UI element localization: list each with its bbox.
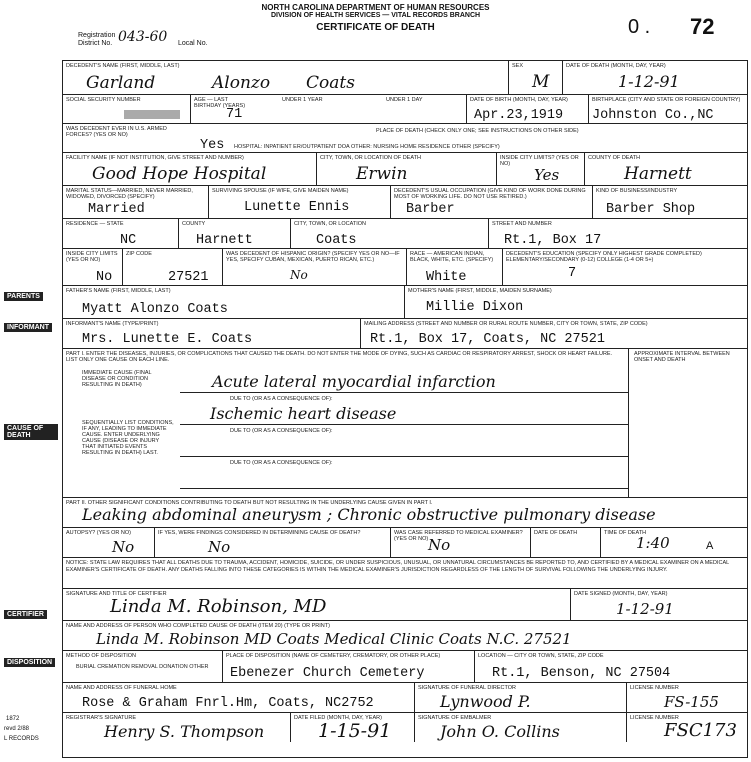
certifier-side-label: CERTIFIER <box>4 610 47 619</box>
records-label: L RECORDS <box>4 736 39 742</box>
ssn-redacted <box>124 110 180 119</box>
division: DIVISION OF HEALTH SERVICES — VITAL RECORDS BRANCH <box>270 12 481 19</box>
cert-number: 72 <box>690 14 715 39</box>
place-death-label: PLACE OF DEATH (CHECK ONLY ONE; SEE INSTRUCTIONS ON OTHER SIDE) <box>376 128 579 134</box>
res-state-label: RESIDENCE — STATE <box>66 221 124 227</box>
sex-label: SEX <box>512 63 524 69</box>
last-name: Coats <box>306 73 355 93</box>
under-day-label: UNDER 1 DAY <box>386 97 423 103</box>
sex-value: M <box>532 72 550 92</box>
district-label: District No. <box>78 40 113 47</box>
registration-label: Registration <box>78 32 116 39</box>
part1-label: PART I. ENTER THE DISEASES, INJURIES, OR COMPLICATIONS THAT CAUSED THE DEATH. DO NOT ENTER THE MODE OF DYING, SUCH AS CARDIAC OR RESPIRATORY ARREST, SHOCK OR HEART FAILURE. LIST ONLY ONE CAUSE ON EACH LINE. <box>66 351 613 363</box>
license2-value: FSC173 <box>664 720 737 741</box>
middle-name: Alonzo <box>212 73 271 93</box>
occupation-value: Barber <box>406 202 455 217</box>
ssn-label: SOCIAL SECURITY NUMBER <box>66 97 141 103</box>
name-label: DECEDENT'S NAME (FIRST, MIDDLE, LAST) <box>66 63 180 69</box>
inside-city2-value: No <box>96 270 113 285</box>
mailing-value: Rt.1, Box 17, Coats, NC 27521 <box>370 332 605 347</box>
informant-side-label: INFORMANT <box>4 323 52 332</box>
father-value: Myatt Alonzo Coats <box>82 302 228 317</box>
time-suffix: A <box>706 540 714 552</box>
license-label: LICENSE NUMBER <box>630 685 679 691</box>
marital-value: Married <box>88 202 145 217</box>
inside-city2-label: INSIDE CITY LIMITS (YES OR NO) <box>66 251 118 263</box>
examiner-value: No <box>428 536 451 554</box>
first-name: Garland <box>86 73 156 93</box>
method-options: BURIAL CREMATION REMOVAL DONATION OTHER <box>76 664 209 670</box>
method-label: METHOD OF DISPOSITION <box>66 653 136 659</box>
date-filed-value: 1-15-91 <box>318 720 392 742</box>
part2-value: Leaking abdominal aneurysm ; Chronic obstructive pulmonary disease <box>82 505 656 524</box>
street-label: STREET AND NUMBER <box>492 221 552 227</box>
birthplace-label: BIRTHPLACE (CITY AND STATE OR FOREIGN COUNTRY) <box>592 97 741 103</box>
date-signed-value: 1-12-91 <box>616 600 674 618</box>
date-death2-label: DATE OF DEATH <box>534 530 578 536</box>
father-label: FATHER'S NAME (FIRST, MIDDLE, LAST) <box>66 288 171 294</box>
hospital-options: HOSPITAL: INPATIENT ER/OUTPATIENT DOA OTHER: NURSING HOME RESIDENCE OTHER (SPECIFY) <box>234 144 500 150</box>
location-value: Rt.1, Benson, NC 27504 <box>492 666 671 681</box>
street-value: Rt.1, Box 17 <box>504 233 602 248</box>
dod-value: 1-12-91 <box>618 72 680 91</box>
local-no-label: Local No. <box>178 40 208 47</box>
zip-label: ZIP CODE <box>126 251 152 257</box>
certifier-signature: Linda M. Robinson, MD <box>110 596 327 617</box>
department: NORTH CAROLINA DEPARTMENT OF HUMAN RESOURCES <box>261 3 490 12</box>
education-value: 7 <box>568 266 577 281</box>
autopsy-label: AUTOPSY? (YES OR NO) <box>66 530 131 536</box>
cause-b-value: Ischemic heart disease <box>210 404 397 423</box>
time-death-value: 1:40 <box>636 534 670 552</box>
registrar-signature: Henry S. Thompson <box>104 722 265 741</box>
race-label: RACE — AMERICAN INDIAN, BLACK, WHITE, ETC. (SPECIFY) <box>410 251 494 263</box>
location-label: LOCATION — CITY OR TOWN, STATE, ZIP CODE <box>478 653 604 659</box>
director-sig-label: SIGNATURE OF FUNERAL DIRECTOR <box>418 685 516 691</box>
dob-value: Apr.23,1919 <box>474 108 564 123</box>
sequential-label: SEQUENTIALLY LIST CONDITIONS, IF ANY, LEADING TO IMMEDIATE CAUSE. ENTER UNDERLYING CAUSE (DISEASE OR INJURY THAT INITIATED EVENTS RESULTING IN DEATH) LAST. <box>82 420 174 456</box>
res-county-value: Harnett <box>196 233 253 248</box>
county-death-label: COUNTY OF DEATH <box>588 155 641 161</box>
findings-label: IF YES, WERE FINDINGS CONSIDERED IN DETERMINING CAUSE OF DEATH? <box>158 530 361 536</box>
form-number: 1872 <box>6 716 20 722</box>
registrar-label: REGISTRAR'S SIGNATURE <box>66 715 137 721</box>
inside-city-label: INSIDE CITY LIMITS? (YES OR NO) <box>500 155 579 167</box>
cause-side-label: CAUSE OF DEATH <box>4 424 58 440</box>
revised-label: revd 2/88 <box>4 726 30 732</box>
due-to-b-label: DUE TO (OR AS A CONSEQUENCE OF): <box>230 428 333 434</box>
due-to-a-label: DUE TO (OR AS A CONSEQUENCE OF): <box>230 396 333 402</box>
spouse-value: Lunette Ennis <box>244 200 350 215</box>
license-value: FS-155 <box>664 693 719 711</box>
age-label: AGE — LAST BIRTHDAY (YEARS) <box>194 97 246 109</box>
age-value: 71 <box>226 107 243 122</box>
interval-label: APPROXIMATE INTERVAL BETWEEN ONSET AND DEATH <box>634 351 730 363</box>
mother-value: Millie Dixon <box>426 300 524 315</box>
facility-value: Good Hope Hospital <box>92 164 267 184</box>
res-state-value: NC <box>120 233 137 248</box>
director-signature: Lynwood P. <box>440 692 531 711</box>
disp-place-value: Ebenezer Church Cemetery <box>230 666 425 681</box>
city-death-value: Erwin <box>356 164 408 184</box>
due-to-c-label: DUE TO (OR AS A CONSEQUENCE OF): <box>230 460 333 466</box>
business-value: Barber Shop <box>606 202 696 217</box>
mother-label: MOTHER'S NAME (FIRST, MIDDLE, MAIDEN SURNAME) <box>408 288 552 294</box>
certificate-title: CERTIFICATE OF DEATH <box>316 22 435 33</box>
spouse-label: SURVIVING SPOUSE (IF WIFE, GIVE MAIDEN NAME) <box>212 188 349 194</box>
marital-label: MARITAL STATUS—MARRIED, NEVER MARRIED, WIDOWED, DIVORCED (SPECIFY) <box>66 188 193 200</box>
license2-label: LICENSE NUMBER <box>630 715 679 721</box>
birthplace-value: Johnston Co.,NC <box>592 108 714 123</box>
time-death-label: TIME OF DEATH <box>604 530 647 536</box>
disposition-side-label: DISPOSITION <box>4 658 55 667</box>
informant-label: INFORMANT'S NAME (TYPE/PRINT) <box>66 321 159 327</box>
hispanic-label: WAS DECEDENT OF HISPANIC ORIGIN? (SPECIFY YES OR NO—IF YES, SPECIFY CUBAN, MEXICAN, PUERTO RICAN, ETC.) <box>226 251 400 263</box>
county-death-value: Harnett <box>624 164 692 184</box>
examiner-label: WAS CASE REFERRED TO MEDICAL EXAMINER? (YES OR NO) <box>394 530 523 542</box>
inside-city-value: Yes <box>534 166 560 184</box>
race-value: White <box>426 270 467 285</box>
armed-label: WAS DECEDENT EVER IN U.S. ARMED FORCES? (YES OR NO) <box>66 126 167 138</box>
city-death-label: CITY, TOWN, OR LOCATION OF DEATH <box>320 155 421 161</box>
parents-side-label: PARENTS <box>4 292 43 301</box>
zip-value: 27521 <box>168 270 209 285</box>
funeral-value: Rose & Graham Fnrl.Hm, Coats, NC2752 <box>82 696 374 711</box>
business-label: KIND OF BUSINESS/INDUSTRY <box>596 188 678 194</box>
cert-prefix: 0 . <box>628 16 651 38</box>
part2-label: PART II. OTHER SIGNIFICANT CONDITIONS CONTRIBUTING TO DEATH BUT NOT RESULTING IN THE UNDERLYING CAUSE GIVEN IN PART I. <box>66 500 433 506</box>
education-label: DECEDENT'S EDUCATION (SPECIFY ONLY HIGHEST GRADE COMPLETED) ELEMENTARY/SECONDARY (0-12) COLLEGE (1-4 OR 5+) <box>506 251 702 263</box>
notice-text: NOTICE: STATE LAW REQUIRES THAT ALL DEATHS DUE TO TRAUMA, ACCIDENT, HOMICIDE, SUICIDE, OR UNDER SUSPICIOUS, UNUSUAL, OR UNNATURAL CIRCUMSTANCES BE REPORTED TO, AND CERTIFIED BY A MEDICAL EXAMINER ON A MEDICAL EXAMINER'S CERTIFICATE OF DEATH. ANY DEATHS FALLING INTO THESE CATEGORIES IS WITHIN THE MEDICAL EXAMINER'S JURISDICTION REGARDLESS OF THE LENGTH OF SURVIVAL FOLLOWING THE UNDERLYING INJURY. <box>66 560 729 573</box>
funeral-label: NAME AND ADDRESS OF FUNERAL HOME <box>66 685 177 691</box>
findings-value: No <box>208 538 231 556</box>
disp-place-label: PLACE OF DISPOSITION (NAME OF CEMETERY, CREMATORY, OR OTHER PLACE) <box>226 653 441 659</box>
autopsy-value: No <box>112 538 135 556</box>
mailing-label: MAILING ADDRESS (STREET AND NUMBER OR RURAL ROUTE NUMBER, CITY OR TOWN, STATE, ZIP CODE) <box>364 321 648 327</box>
dod-label: DATE OF DEATH (MONTH, DAY, YEAR) <box>566 63 666 69</box>
res-county-label: COUNTY <box>182 221 206 227</box>
dob-label: DATE OF BIRTH (MONTH, DAY, YEAR) <box>470 97 568 103</box>
signature-label: SIGNATURE AND TITLE OF CERTIFIER <box>66 591 167 597</box>
certifier-addr-label: NAME AND ADDRESS OF PERSON WHO COMPLETED CAUSE OF DEATH (ITEM 20) (TYPE OR PRINT) <box>66 623 330 629</box>
informant-value: Mrs. Lunette E. Coats <box>82 332 253 347</box>
armed-value: Yes <box>200 138 225 153</box>
under-year-label: UNDER 1 YEAR <box>282 97 323 103</box>
res-city-label: CITY, TOWN, OR LOCATION <box>294 221 367 227</box>
registration-district-value: 043-60 <box>118 29 168 45</box>
embalmer-signature: John O. Collins <box>440 722 560 741</box>
date-signed-label: DATE SIGNED (MONTH, DAY, YEAR) <box>574 591 668 597</box>
occupation-label: DECEDENT'S USUAL OCCUPATION (GIVE KIND OF WORK DONE DURING MOST OF WORKING LIFE. DO NOT USE RETIRED.) <box>394 188 586 200</box>
immediate-label: IMMEDIATE CAUSE (FINAL DISEASE OR CONDITION RESULTING IN DEATH) <box>82 370 152 388</box>
res-city-value: Coats <box>316 233 357 248</box>
certifier-addr-value: Linda M. Robinson MD Coats Medical Clinic Coats N.C. 27521 <box>96 630 572 648</box>
facility-label: FACILITY NAME (IF NOT INSTITUTION, GIVE STREET AND NUMBER) <box>66 155 244 161</box>
hispanic-value: No <box>290 268 308 282</box>
embalmer-sig-label: SIGNATURE OF EMBALMER <box>418 715 492 721</box>
cause-a-value: Acute lateral myocardial infarction <box>212 372 496 391</box>
date-filed-label: DATE FILED (MONTH, DAY, YEAR) <box>294 715 382 721</box>
